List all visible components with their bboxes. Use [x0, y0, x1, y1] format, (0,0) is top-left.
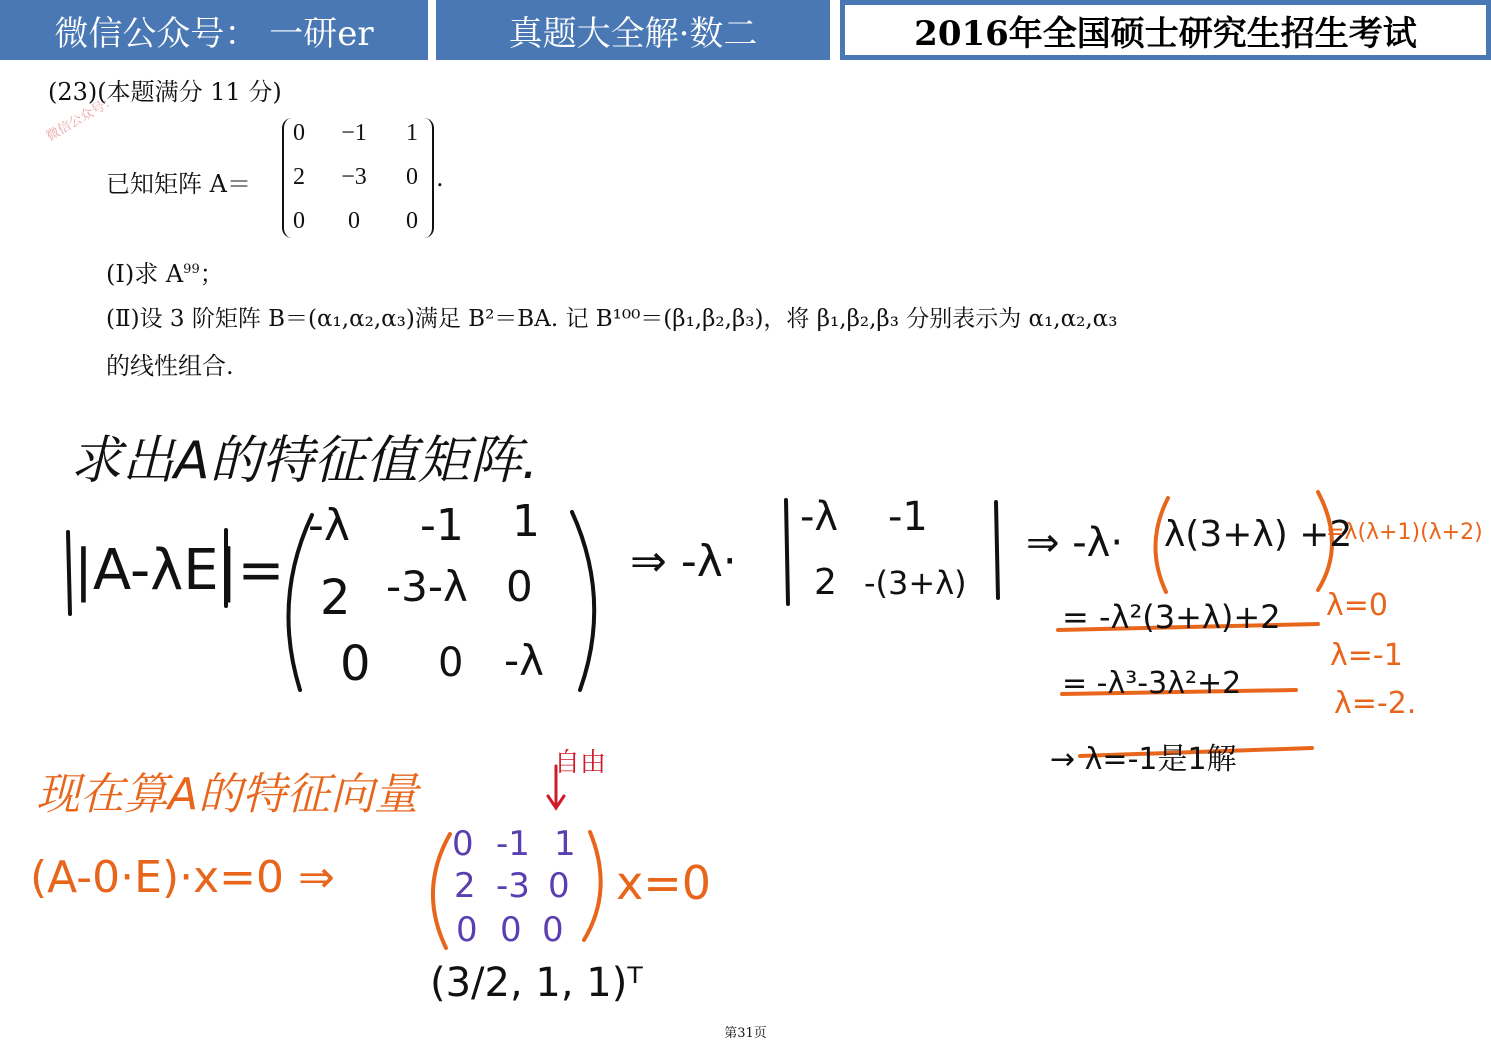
- big-matrix-right-paren: [572, 512, 594, 690]
- header-book-text: 真题大全解·数二: [508, 13, 758, 54]
- page-number: 第31页: [724, 1026, 767, 1041]
- matrix-cell: 0: [293, 208, 305, 234]
- small-matrix-right-paren: [584, 832, 601, 940]
- big-matrix-cell: -λ: [308, 500, 350, 551]
- part-2-line-2: 的线性组合.: [106, 352, 234, 380]
- minor-cell: -1: [888, 494, 928, 540]
- hand-expr-result: =λ(λ+1)(λ+2): [1326, 520, 1483, 545]
- small-matrix-cell: -1: [496, 824, 530, 864]
- small-matrix-cell: 0: [542, 910, 564, 950]
- free-variable-label: 自由: [554, 748, 607, 778]
- header-channel-text: 微信公众号： 一研er: [54, 13, 374, 54]
- hand-arrow-1: ⇒ -λ·: [630, 536, 737, 587]
- given-suffix: .: [436, 164, 444, 192]
- det-bar-left: [68, 532, 70, 614]
- big-matrix-cell: 0: [438, 640, 464, 686]
- big-matrix-cell: 0: [506, 562, 533, 611]
- problem-number: (23)(本题满分 11 分): [48, 78, 282, 106]
- small-matrix-cell: 0: [452, 824, 474, 864]
- hand-equation: (A-0·E)·x=0 ⇒: [30, 852, 335, 903]
- hand-det-left: |A-λE|=: [74, 538, 285, 603]
- small-matrix-cell: 0: [548, 866, 570, 906]
- part-1-text: (Ⅰ)求 A: [106, 260, 184, 288]
- eigenvalue-2: λ=-1: [1330, 638, 1403, 673]
- matrix-cell: 2: [293, 164, 305, 190]
- header-exam-text: 2016年全国硕士研究生招生考试: [914, 13, 1417, 54]
- big-matrix-cell: -λ: [504, 636, 545, 685]
- small-matrix-cell: 1: [554, 824, 576, 864]
- part-2-line-1: (Ⅱ)设 3 阶矩阵 B＝(α₁,α₂,α₃)满足 B²＝BA. 记 B¹⁰⁰＝(β₁,β₂,β₃)，将 β₁,β₂,β₃ 分别表示为 α₁,α₂,α₃: [106, 306, 1118, 332]
- minor-bar-right: [996, 502, 998, 598]
- matrix-cell: 0: [293, 120, 305, 146]
- hand-expr-inner: λ(3+λ) +2: [1164, 514, 1353, 555]
- big-matrix-cell: 2: [320, 570, 351, 626]
- small-matrix-cell: 2: [454, 866, 476, 906]
- matrix-cell: 1: [406, 120, 418, 146]
- small-matrix-left-paren: [433, 834, 450, 948]
- matrix-cell: 0: [406, 208, 418, 234]
- small-matrix-cell: 0: [456, 910, 478, 950]
- big-matrix-cell: 0: [340, 636, 371, 692]
- watermark: 微信公众号：: [44, 92, 120, 145]
- hand-x-equals: x=0: [616, 856, 712, 910]
- hand-strike-3: → λ=-1是1解: [1050, 742, 1237, 777]
- part-1-end: ；: [199, 260, 224, 288]
- small-matrix-cell: 0: [500, 910, 522, 950]
- given-prefix: 已知矩阵 A＝: [106, 170, 251, 198]
- part-1-sup: 99: [183, 262, 200, 277]
- big-matrix-cell: -3-λ: [386, 562, 468, 611]
- hand-heading-2: 现在算A的特征向量: [36, 769, 419, 820]
- matrix-cell: −3: [341, 164, 367, 190]
- minor-cell: -λ: [800, 494, 839, 540]
- minor-cell: 2: [814, 562, 837, 603]
- matrix-cell: 0: [406, 164, 418, 190]
- big-matrix-cell: -1: [420, 500, 464, 551]
- hand-strike-2: = -λ³-3λ²+2: [1062, 666, 1242, 701]
- big-matrix-cell: 1: [512, 496, 540, 547]
- hand-arrow-2: ⇒ -λ·: [1026, 520, 1124, 566]
- minor-bar-left: [786, 500, 788, 604]
- small-matrix-cell: -3: [496, 866, 530, 906]
- matrix-cell: −1: [341, 120, 367, 146]
- eigenvalue-1: λ=0: [1326, 588, 1388, 623]
- minor-cell: -(3+λ): [864, 564, 967, 602]
- matrix-cell: 0: [348, 208, 360, 234]
- hand-strike-1: = -λ²(3+λ)+2: [1062, 598, 1281, 636]
- eigenvector: (3/2, 1, 1)ᵀ: [430, 960, 643, 1006]
- eigenvalue-3: λ=-2.: [1334, 686, 1417, 721]
- hand-heading-1: 求出A的特征值矩阵.: [70, 431, 539, 491]
